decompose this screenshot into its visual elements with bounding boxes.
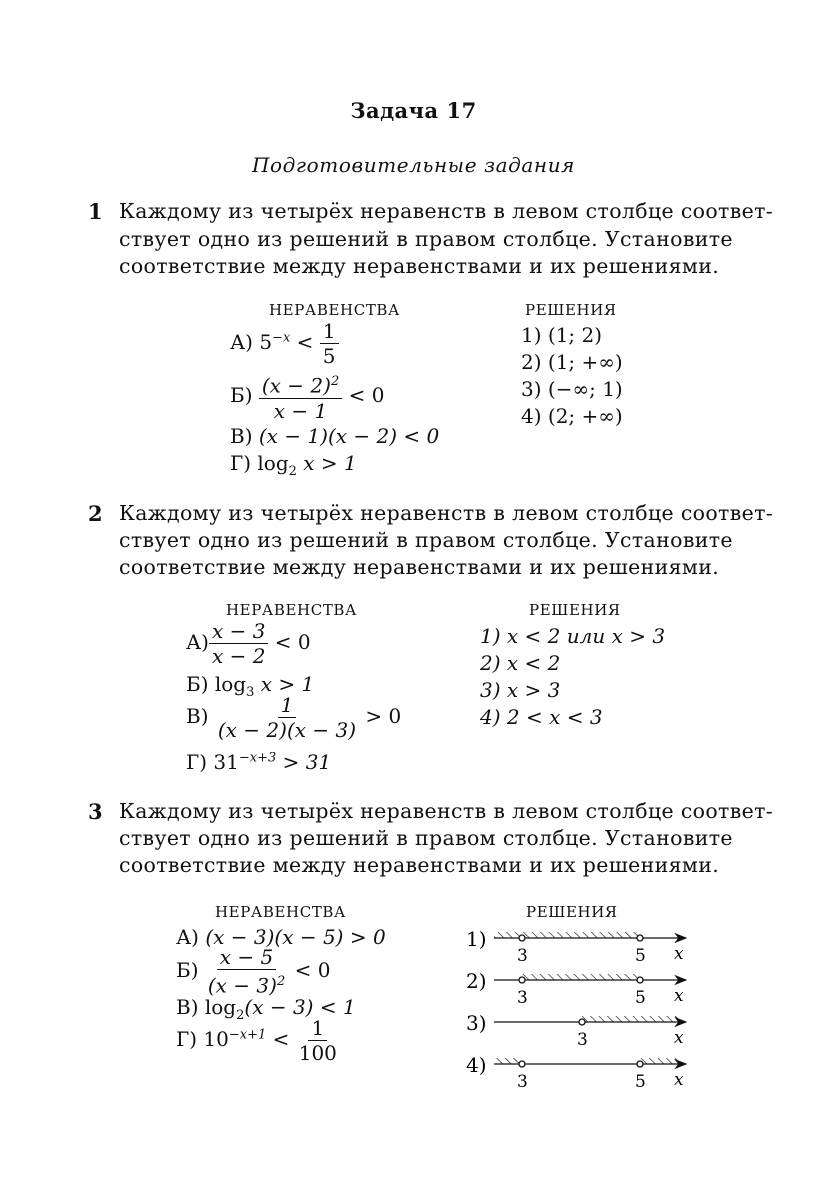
- fraction: $\frac{1}{5}$: [320, 320, 339, 367]
- hatch-region: [522, 974, 640, 980]
- task-text-line: ствует одно из решений в правом столбце. Установите: [119, 227, 733, 251]
- open-point: [519, 1061, 525, 1067]
- point-label: 3: [577, 1030, 588, 1050]
- axis-label: x: [674, 986, 684, 1006]
- solution-label: 4): [466, 1053, 487, 1077]
- page-title: Задача 17: [350, 98, 477, 123]
- inequality-item: Г) $10^{-x+1}$ < $\frac{1}{100}$: [176, 1017, 340, 1064]
- inequalities-header: НЕРАВЕНСТВА: [215, 903, 347, 921]
- hatch-region: [640, 1058, 678, 1064]
- solution-label: 2): [466, 969, 487, 993]
- open-point: [519, 977, 525, 983]
- point-label: 5: [635, 1072, 646, 1092]
- task-text-line: соответствие между неравенствами и их решениями.: [119, 853, 720, 877]
- inequality-item: Б) $\log_3 x > 1$: [186, 672, 315, 700]
- task-text-line: соответствие между неравенствами и их решениями.: [119, 555, 720, 579]
- solution-item: 4) 2 < x < 3: [480, 705, 603, 729]
- hatch-region: [494, 932, 640, 938]
- solution-item: 3) (−∞; 1): [521, 377, 623, 401]
- point-label: 3: [517, 1072, 528, 1092]
- task-text-line: Каждому из четырёх неравенств в левом столбце соответ-: [119, 199, 774, 223]
- solution-item: 4) (2; +∞): [521, 404, 623, 428]
- task-text-line: ствует одно из решений в правом столбце. Установите: [119, 528, 733, 552]
- axis-label: x: [674, 944, 684, 964]
- task-text-line: соответствие между неравенствами и их решениями.: [119, 254, 720, 278]
- solution-label: 3): [466, 1011, 487, 1035]
- fraction: $\frac{1}{(x - 2)(x - 3)}$: [217, 693, 357, 742]
- inequality-item: В) (x − 1)(x − 2) < 0: [230, 424, 440, 448]
- inequality-item: А) (x − 3)(x − 5) > 0: [176, 925, 386, 949]
- solution-number-line: [466, 969, 686, 1008]
- task-number: 1: [88, 199, 103, 224]
- task-text-line: Каждому из четырёх неравенств в левом столбце соответ-: [119, 799, 774, 823]
- inequality-item: В) $\frac{1}{(x - 2)(x - 3)}$ > 0: [186, 693, 402, 742]
- inequality-item: А) $\frac{x - 3}{x - 2}$ < 0: [186, 619, 311, 668]
- inequality-item: Б) $\frac{x - 5}{(x - 3)^2}$ < 0: [176, 945, 331, 998]
- solution-item: 1) x < 2 или x > 3: [480, 624, 666, 648]
- number-lines: [460, 920, 700, 1095]
- open-point: [637, 935, 643, 941]
- task-text-line: Каждому из четырёх неравенств в левом столбце соответ-: [119, 501, 774, 525]
- solutions-header: РЕШЕНИЯ: [526, 903, 618, 921]
- solution-label: 1): [466, 927, 487, 951]
- solution-item: 2) (1; +∞): [521, 350, 623, 374]
- open-point: [637, 1061, 643, 1067]
- solution-item: 2) x < 2: [480, 651, 561, 675]
- fraction: $\frac{(x - 2)^2}{x - 1}$: [259, 371, 342, 422]
- task-text-line: ствует одно из решений в правом столбце. Установите: [119, 826, 733, 850]
- solution-item: 1) (1; 2): [521, 323, 603, 347]
- hatch-region: [494, 1058, 522, 1064]
- task-number: 2: [88, 501, 103, 526]
- solutions-header: РЕШЕНИЯ: [525, 301, 617, 319]
- inequalities-header: НЕРАВЕНСТВА: [226, 601, 358, 619]
- point-label: 3: [517, 946, 528, 966]
- solution-number-line: [466, 1011, 686, 1050]
- inequality-item: Г) $\log_2 x > 1$: [230, 451, 357, 479]
- solution-item: 3) x > 3: [480, 678, 561, 702]
- open-point: [637, 977, 643, 983]
- inequality-item: В) $\log_2(x - 3) < 1$: [176, 995, 356, 1023]
- point-label: 5: [635, 946, 646, 966]
- open-point: [579, 1019, 585, 1025]
- point-label: 3: [517, 988, 528, 1008]
- inequality-item: Б) $\frac{(x - 2)^2}{x - 1}$ < 0: [230, 371, 384, 422]
- axis-label: x: [674, 1028, 684, 1048]
- inequalities-header: НЕРАВЕНСТВА: [269, 301, 401, 319]
- solution-number-line: [466, 927, 686, 966]
- hatch-region: [582, 1016, 678, 1022]
- axis-label: x: [674, 1070, 684, 1090]
- task-number: 3: [88, 799, 103, 824]
- solutions-header: РЕШЕНИЯ: [529, 601, 621, 619]
- inequality-item: Г) $31^{-x+3} > 31$: [186, 750, 332, 774]
- solution-number-line: [466, 1053, 686, 1092]
- point-label: 5: [635, 988, 646, 1008]
- fraction: $\frac{1}{100}$: [298, 1016, 337, 1065]
- fraction: $\frac{x - 3}{x - 2}$: [209, 620, 268, 667]
- open-point: [519, 935, 525, 941]
- page-subtitle: Подготовительные задания: [251, 153, 576, 177]
- fraction: $\frac{x - 5}{(x - 3)^2}$: [207, 945, 286, 998]
- inequality-item: А) $5^{-x}$ < $\frac{1}{5}$: [230, 320, 339, 367]
